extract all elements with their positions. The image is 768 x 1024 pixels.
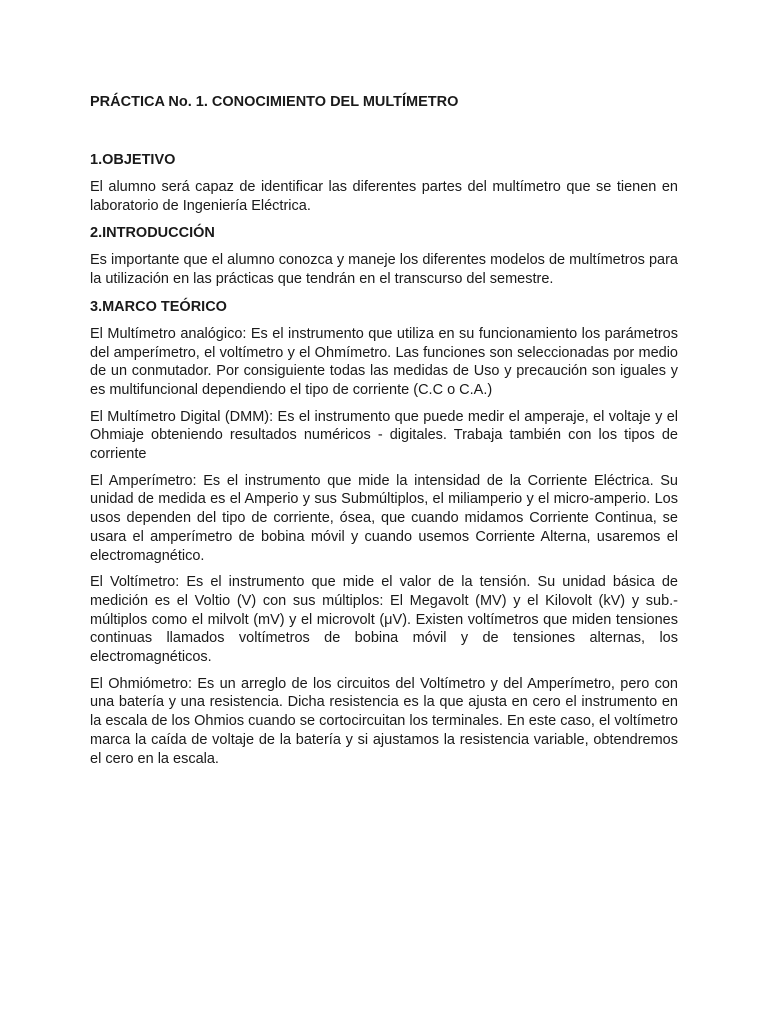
paragraph-multimetro-analogico: El Multímetro analógico: Es el instrumento que utiliza en su funcionamiento los parámetros del amperímetro, el voltímetro y el Ohmímetro. Las funciones son seleccionadas por medio de un conmutador. Por consiguiente todas las medidas de Uso y precaución son iguales y es multifuncional dependiendo el tipo de corriente (C.C o C.A.) [90, 325, 678, 398]
section-heading-objetivo: 1.OBJETIVO [90, 152, 176, 168]
objetivo-paragraph: El alumno será capaz de identificar las diferentes partes del multímetro que se tienen en laboratorio de Ingeniería Eléctrica. [90, 179, 678, 214]
section-marco-teorico [90, 297, 678, 768]
introduccion-paragraph: Es importante que el alumno conozca y maneje los diferentes modelos de multímetros para la utilización en las prácticas que tendrán en el transcurso del semestre. [90, 252, 678, 288]
document-title: PRÁCTICA No. 1. CONOCIMIENTO DEL MULTÍMETRO [90, 94, 459, 110]
section-heading-introduccion: 2.INTRODUCCIÓN [90, 225, 215, 242]
section-objetivo [90, 150, 678, 215]
section-introduccion [90, 223, 678, 288]
section-heading-marco-teorico: 3.MARCO TEÓRICO [90, 298, 227, 315]
paragraph-voltimetro: El Voltímetro: Es el instrumento que mide el valor de la tensión. Su unidad básica de medición es el Voltio (V) con sus múltiplos: El Megavolt (MV) y el Kilovolt (kV) y sub.-múltiplos como el milvolt (mV) y el microvolt (μV). Existen voltímetros que miden tensiones continuas llamados voltímetros de bobina móvil y de tensiones alternas, los electromagnéticos. [90, 574, 678, 666]
document-page [90, 92, 678, 776]
paragraph-amperimetro: El Amperímetro: Es el instrumento que mide la intensidad de la Corriente Eléctrica. Su unidad de medida es el Amperio y sus Submúltiplos, el miliamperio y el micro-amperio. Los usos dependen del tipo de corriente, ósea, que cuando midamos Corriente Continua, se usara el amperímetro de bobina móvil y cuando usemos Corriente Alterna, usaremos el electromagnético. [90, 472, 678, 564]
paragraph-ohmiometro: El Ohmiómetro: Es un arreglo de los circuitos del Voltímetro y del Amperímetro, pero con una batería y una resistencia. Dicha resistencia es la que ajusta en cero el instrumento en la escala de los Ohmios cuando se cortocircuitan los terminales. En este caso, el voltímetro marca la caída de voltaje de la batería y si ajustamos la resistencia variable, obtendremos el cero en la escala. [90, 675, 678, 767]
paragraph-multimetro-digital: El Multímetro Digital (DMM): Es el instrumento que puede medir el amperaje, el voltaje y el Ohmiaje obteniendo resultados numéricos - digitales. Trabaja también con los tipos de corriente [90, 408, 678, 463]
